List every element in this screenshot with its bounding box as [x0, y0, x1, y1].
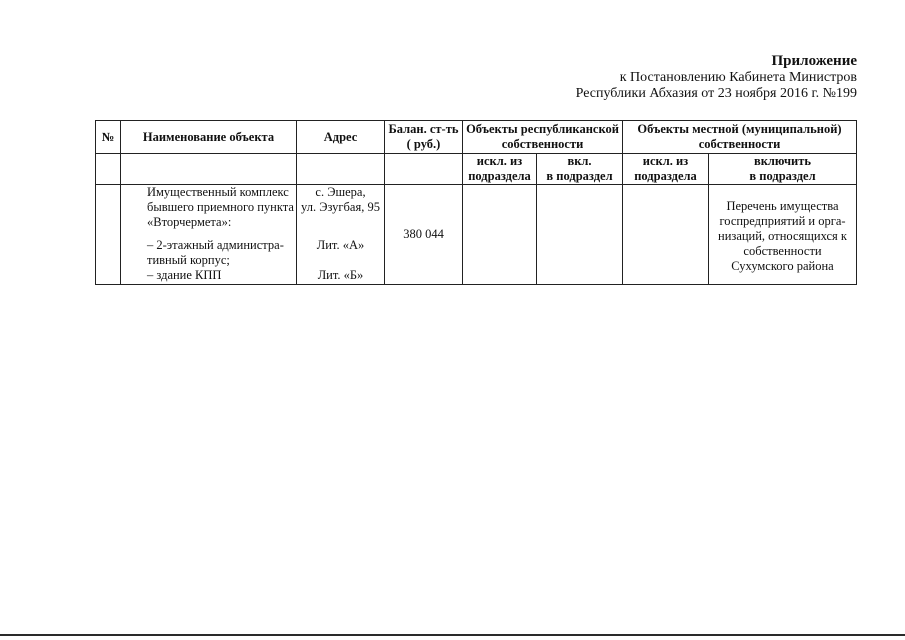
object-name-line: – 2-этажный администра-: [147, 238, 284, 252]
header-republic-line1: Объекты республиканской: [466, 122, 619, 136]
subheader-municipal-include-line2: в подраздел: [749, 169, 816, 183]
object-name-line: Имущественный комплекс: [147, 185, 289, 199]
subheader-empty-name: [121, 154, 297, 185]
subheader-municipal-exclude-line2: подраздела: [634, 169, 697, 183]
subheader-municipal-include-line1: включить: [753, 154, 812, 168]
header-republic-line2: собственности: [501, 137, 584, 151]
header-balance-line1: Балан. ст-ть: [388, 122, 459, 136]
row-republic-exclude-cell: [463, 185, 537, 285]
row-municipal-exclude-cell: [623, 185, 709, 285]
table-header-row: [96, 121, 857, 154]
object-name-line: – здание КПП: [147, 268, 222, 282]
appendix-title: Приложение: [771, 53, 857, 69]
municipal-include-line: низаций, относящихся к: [718, 229, 847, 243]
header-object-name: Наименование объекта: [121, 121, 297, 154]
subheader-republic-exclude-line2: подраздела: [468, 169, 531, 183]
header-number: №: [96, 121, 121, 154]
table-subheader-row: [96, 154, 857, 185]
address-spacer: [299, 253, 382, 268]
header-municipal-line2: собственности: [698, 137, 781, 151]
table-row: [96, 185, 857, 285]
subheader-republic-exclude-line1: искл. из: [476, 154, 523, 168]
scan-edge-line: [0, 634, 905, 636]
address-line: ул. Эзугбая, 95: [301, 200, 380, 214]
header-address: Адрес: [297, 121, 385, 154]
object-name-spacer: [147, 230, 294, 238]
municipal-include-line: Сухумского района: [731, 259, 834, 273]
subheader-empty-address: [297, 154, 385, 185]
row-address-cell: [297, 185, 385, 285]
document-header: [576, 52, 857, 102]
resolution-line: к Постановлению Кабинета Министров: [619, 70, 857, 85]
subheader-empty-balance: [385, 154, 463, 185]
object-name-line: бывшего приемного пункта: [147, 200, 294, 214]
subheader-republic-exclude: [463, 154, 537, 185]
row-number-cell: [96, 185, 121, 285]
resolution-date-line: Республики Абхазия от 23 ноября 2016 г. №199: [575, 86, 857, 101]
subheader-republic-include-line1: вкл.: [567, 154, 592, 168]
subheader-republic-include-line2: в подраздел: [546, 169, 613, 183]
property-table: [95, 120, 857, 285]
subheader-republic-include: [537, 154, 623, 185]
row-object-name-cell: [121, 185, 297, 285]
address-line: Лит. «Б»: [317, 268, 364, 282]
row-republic-include-cell: [537, 185, 623, 285]
object-name-line: «Вторчермета»:: [147, 215, 232, 229]
header-balance-line2: ( руб.): [406, 137, 441, 151]
header-republic: [463, 121, 623, 154]
address-spacer: [299, 215, 382, 238]
address-line: с. Эшера,: [315, 185, 366, 199]
header-municipal: [623, 121, 857, 154]
municipal-include-line: собственности: [743, 244, 822, 258]
object-name-line: тивный корпус;: [147, 253, 230, 267]
subheader-empty-number: [96, 154, 121, 185]
header-municipal-line1: Объекты местной (муниципальной): [637, 122, 842, 136]
header-balance: [385, 121, 463, 154]
row-balance-cell: 380 044: [385, 185, 463, 285]
municipal-include-line: госпредприятий и орга-: [719, 214, 846, 228]
subheader-municipal-include: [709, 154, 857, 185]
row-municipal-include-cell: [709, 185, 857, 285]
address-line: Лит. «А»: [316, 238, 365, 252]
subheader-municipal-exclude-line1: искл. из: [642, 154, 689, 168]
municipal-include-line: Перечень имущества: [726, 199, 839, 213]
subheader-municipal-exclude: [623, 154, 709, 185]
